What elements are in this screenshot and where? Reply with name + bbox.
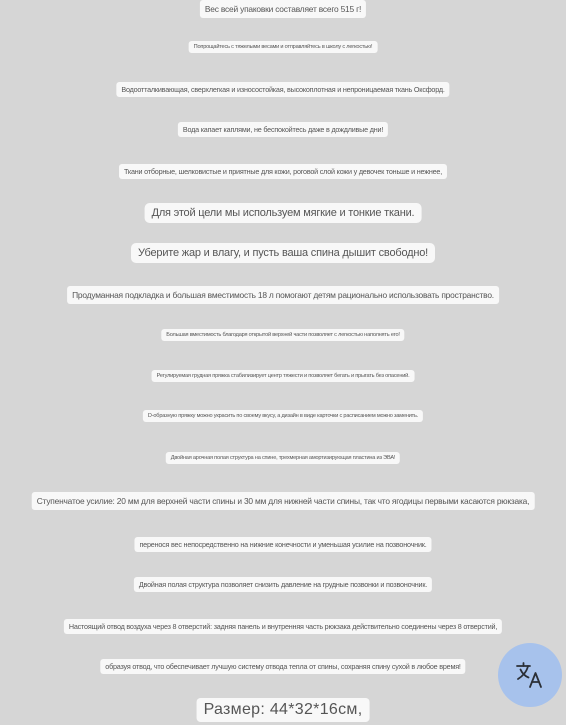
text-line-14: перенося вес непосредственно на нижние конечности и уменьшая усилие на позвоночник. (134, 537, 431, 552)
text-line-4: Вода капает каплями, не беспокойтесь даже в дождливые дни! (178, 122, 388, 137)
text-line-1: Вес всей упаковки составляет всего 515 г! (200, 0, 366, 18)
text-line-2: Попрощайтесь с тяжелыми весами и отправляйтесь в школу с легкостью! (189, 41, 378, 53)
text-line-9: Большая вместимость благодаря открытой верхней части позволяет с легкостью наполнять его! (161, 329, 404, 341)
text-line-5: Ткани отборные, шелковистые и приятные для кожи, роговой слой кожи у девочек тоньше и нежнее, (119, 164, 447, 179)
text-line-10: Регулируемая грудная пряжка стабилизирует центр тяжести и позволяет бегать и прыгать без опасений. (152, 370, 415, 382)
text-line-18: Размер: 44*32*16см, (197, 698, 370, 722)
translate-button[interactable] (498, 643, 562, 707)
text-line-11: D-образную пряжку можно украсить по своему вкусу, а дизайн в виде карточки с расписанием можно заменить. (143, 410, 423, 422)
text-line-13: Ступенчатое усилие: 20 мм для верхней части спины и 30 мм для нижней части спины, так что ягодицы первыми касаются рюкзака, (32, 492, 535, 510)
text-line-6: Для этой цели мы используем мягкие и тонкие ткани. (145, 203, 422, 223)
text-line-8: Продуманная подкладка и большая вместимость 18 л помогают детям рационально использовать пространство. (67, 286, 499, 304)
text-line-16: Настоящий отвод воздуха через 8 отверстий: задняя панель и внутренняя часть рюкзака действительно соединены через 8 отверстий, (64, 619, 502, 634)
text-line-17: образуя отвод, что обеспечивает лучшую систему отвода тепла от спины, сохраняя спину сухой в любое время! (100, 659, 465, 674)
text-line-15: Двойная полая структура позволяет снизить давление на грудные позвонки и позвоночник. (134, 577, 432, 592)
text-line-3: Водоотталкивающая, сверхлегкая и износостойкая, высокоплотная и непроницаемая ткань Оксфорд. (116, 82, 449, 97)
translate-icon (515, 660, 545, 690)
text-line-12: Двойная арочная полая структура на спине, трехмерная амортизирующая пластина из ЭВА! (166, 452, 400, 464)
text-line-7: Уберите жар и влагу, и пусть ваша спина дышит свободно! (131, 243, 435, 263)
